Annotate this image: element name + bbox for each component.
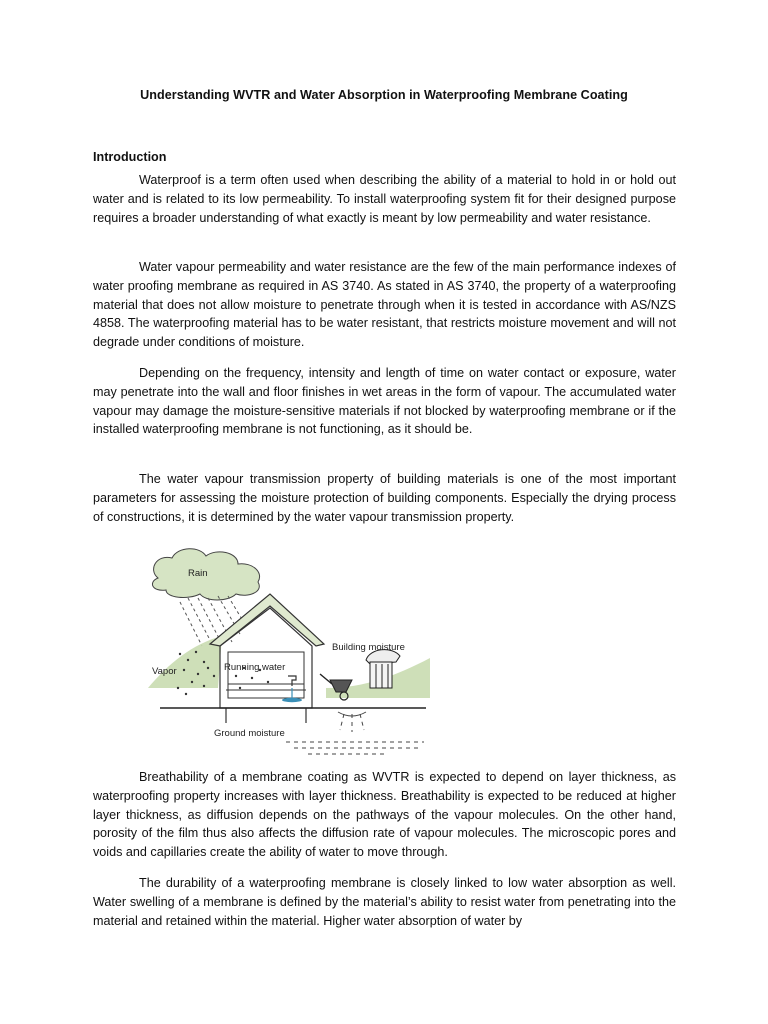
paragraph-3: Depending on the frequency, intensity and length of time on water contact or exposure, water may penetrate into the wall and floor finishes in wet areas in the form of vapour. The accumulated water vapour may damage the moisture-sensitive materials if not blocked by waterproofing membrane or if the installed waterproofing membrane is not functioning, as it should be. — [93, 366, 676, 437]
ground-moisture-dashes — [286, 714, 424, 754]
rain-label: Rain — [188, 568, 208, 579]
paragraph-5: Breathability of a membrane coating as WVTR is expected to depend on layer thickness, as waterproofing property increases with layer thickness. Breathability is expected to be reduced at higher layer thickness, as diffusion depends on the pathways of the vapour molecules. On the other hand, porosity of the film thus also affects the diffusion rate of vapour molecules. The microscopic pores and voids and capillaries create the ability of water to move through. — [93, 770, 676, 860]
paragraph-1: Waterproof is a term often used when describing the ability of a material to hold in or hold out water and is related to its low permeability. To install waterproofing system fit for their designed purpose requires a broader understanding of what exactly is meant by low permeability and water resistance. — [93, 173, 676, 225]
vapor-label: Vapor — [152, 666, 177, 677]
document-title: Understanding WVTR and Water Absorption in Waterproofing Membrane Coating — [140, 88, 628, 102]
ground-moisture-label: Ground moisture — [214, 728, 285, 739]
moisture-illustration — [148, 548, 438, 760]
rain-streaks — [180, 596, 246, 646]
running-water-label: Running water — [224, 662, 286, 673]
building-moisture-label: Building moisture — [332, 642, 405, 653]
house-outline — [210, 594, 324, 723]
paragraph-4: The water vapour transmission property of building materials is one of the most important parameters for assessing the moisture protection of building components. Especially the drying process of constructions, it is determined by the water vapour transmission property. — [93, 472, 676, 524]
section-heading-introduction: Introduction — [93, 150, 167, 164]
paragraph-2: Water vapour permeability and water resistance are the few of the main performance indexes of water proofing membrane as required in AS 3740. As stated in AS 3740, the property of a waterproofing material that does not allow moisture to penetrate through when it is tested in accordance with AS/NZS 4858. The waterproofing material has to be water resistant, that restricts moisture movement and will not degrade under conditions of moisture. — [93, 260, 676, 350]
paragraph-6: The durability of a waterproofing membrane is closely linked to low water absorption as well. Water swelling of a membrane is defined by the material’s ability to resist water from penetrating into the material and retained within the material. Higher water absorption of water by — [93, 876, 676, 928]
